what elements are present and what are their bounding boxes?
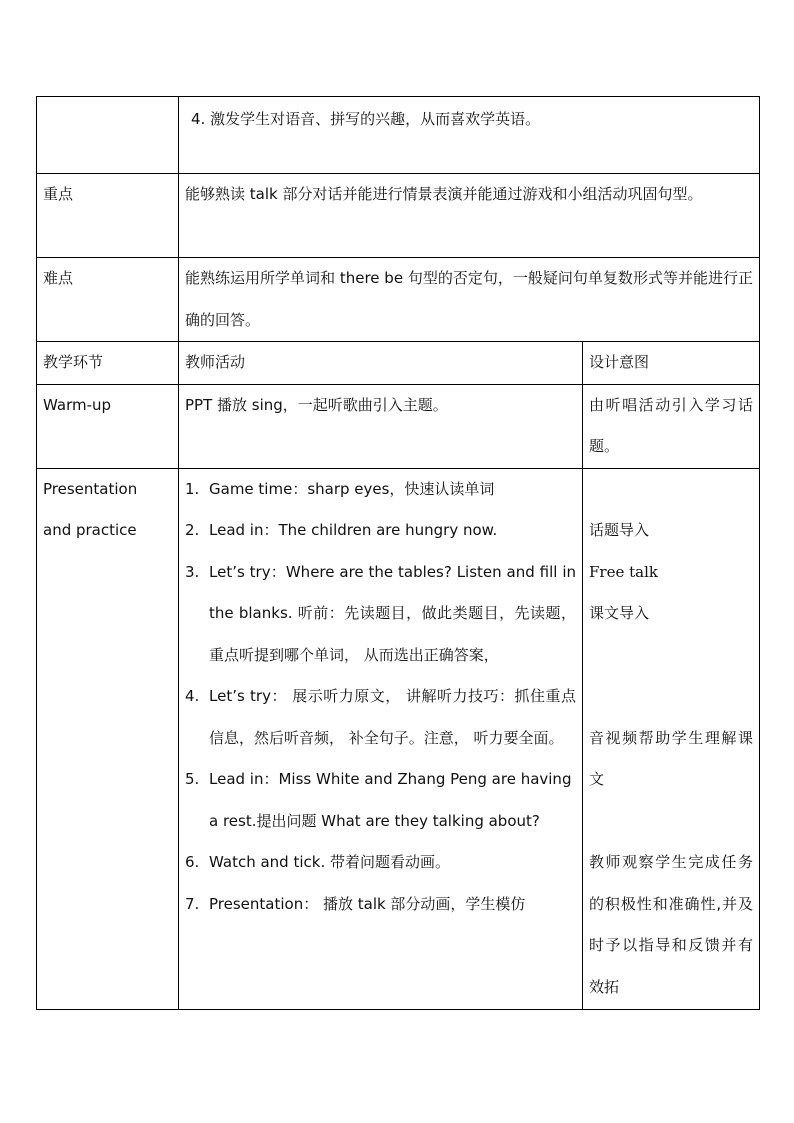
step-number: 3.: [185, 562, 200, 581]
activity-step-6: [185, 842, 576, 884]
step-number: 6.: [185, 853, 200, 871]
warmup-activity: PPT 播放 sing，一起听歌曲引入主题。: [179, 384, 583, 468]
activity-step-7: [185, 884, 576, 926]
header-teacher-activity: 教师活动: [179, 342, 583, 385]
intent-av-support: 音视频帮助学生理解课文: [589, 728, 753, 788]
activity-step-5: [185, 759, 576, 842]
presentation-stage: [37, 468, 179, 1009]
activity-step-2: [185, 510, 576, 552]
intent-free-talk: Free talk: [589, 562, 658, 581]
objective-text: 4. 激发学生对语音、拼写的兴趣，从而喜欢学英语。: [191, 110, 541, 128]
lesson-plan-table: [36, 96, 760, 1010]
presentation-activities: [179, 468, 583, 1009]
warmup-row: [37, 384, 760, 468]
step-text: Lead in：The children are hungry now.: [209, 521, 498, 539]
key-point-row: [37, 174, 760, 258]
objective-label-cell: [37, 97, 179, 174]
step-text: Presentation： 播放 talk 部分动画，学生模仿: [209, 894, 526, 913]
presentation-stage-line2: and practice: [43, 521, 137, 539]
step-number: 4.: [185, 687, 200, 705]
header-design-intent: 设计意图: [583, 342, 760, 385]
warmup-intent: 由听唱活动引入学习话题。: [583, 384, 760, 468]
step-text: Let’s try：Where are the tables? Listen and fill in the blanks. 听前：先读题目，做此类题目，先读题， 重点听提到哪个单词， 从而选出正确答案，: [209, 562, 576, 664]
intent-observe-feedback: 教师观察学生完成任务的积极性和准确性,并及时予以指导和反馈并有效拓: [589, 853, 753, 996]
difficulty-text: 能熟练运用所学单词和 there be 句型的否定句，一般疑问句单复数形式等并能进行正确的回答。: [179, 258, 760, 342]
key-point-text: 能够熟读 talk 部分对话并能进行情景表演并能通过游戏和小组活动巩固句型。: [179, 174, 760, 258]
intent-text-intro: 课文导入: [589, 604, 650, 622]
warmup-stage: Warm-up: [37, 384, 179, 468]
step-number: 1.: [185, 479, 200, 498]
difficulty-row: [37, 258, 760, 342]
objective-text-cell: [179, 97, 760, 174]
objective-row: [37, 97, 760, 174]
step-text: Let’s try： 展示听力原文， 讲解听力技巧：抓住重点信息，然后听音频， 补全句子。注意， 听力要全面。: [209, 687, 576, 747]
step-text: Watch and tick. 带着问题看动画。: [209, 853, 450, 871]
header-row: [37, 342, 760, 385]
step-text: Game time：sharp eyes，快速认读单词: [209, 479, 495, 498]
activity-step-1: [185, 469, 576, 511]
difficulty-label: 难点: [37, 258, 179, 342]
activity-step-3: [185, 552, 576, 677]
presentation-row: [37, 468, 760, 1009]
step-number: 2.: [185, 521, 200, 539]
presentation-stage-line1: Presentation: [43, 479, 138, 498]
step-text: Lead in：Miss White and Zhang Peng are having a rest.提出问题 What are they talking about?: [209, 770, 572, 830]
intent-spacer: [589, 635, 753, 718]
activity-step-4: [185, 676, 576, 759]
intent-topic-intro: 话题导入: [589, 521, 650, 539]
key-point-label: 重点: [37, 174, 179, 258]
intent-spacer: [589, 469, 753, 511]
header-stage: 教学环节: [37, 342, 179, 385]
presentation-intents: [583, 468, 760, 1009]
step-number: 5.: [185, 770, 200, 788]
step-number: 7.: [185, 894, 200, 913]
intent-spacer: [589, 801, 753, 843]
